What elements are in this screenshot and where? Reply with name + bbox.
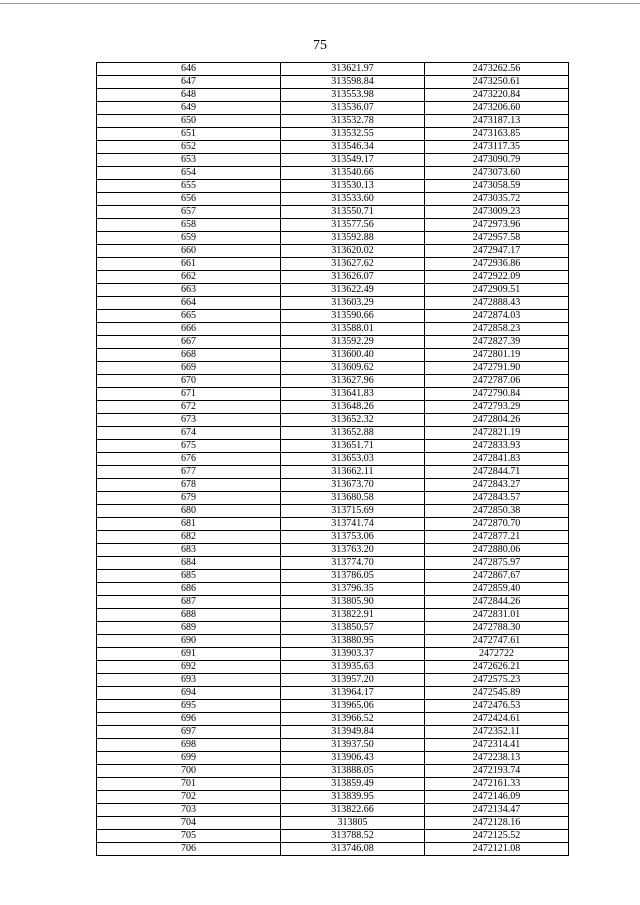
table-row: [97, 245, 569, 258]
point-number-cell: 688: [97, 609, 281, 622]
y-coordinate-cell: 2472793.29: [425, 401, 569, 414]
y-coordinate-cell: 2472936.86: [425, 258, 569, 271]
point-number-cell: 663: [97, 284, 281, 297]
point-number-cell: 683: [97, 544, 281, 557]
table-row: [97, 557, 569, 570]
x-coordinate-cell: 313796.35: [281, 583, 425, 596]
table-row: [97, 544, 569, 557]
point-number-cell: 648: [97, 89, 281, 102]
point-number-cell: 657: [97, 206, 281, 219]
table-row: [97, 63, 569, 76]
point-number-cell: 679: [97, 492, 281, 505]
point-number-cell: 677: [97, 466, 281, 479]
y-coordinate-cell: 2472957.58: [425, 232, 569, 245]
x-coordinate-cell: 313652.88: [281, 427, 425, 440]
point-number-cell: 682: [97, 531, 281, 544]
x-coordinate-cell: 313651.71: [281, 440, 425, 453]
y-coordinate-cell: 2472476.53: [425, 700, 569, 713]
x-coordinate-cell: 313590.66: [281, 310, 425, 323]
point-number-cell: 694: [97, 687, 281, 700]
table-row: [97, 362, 569, 375]
table-row: [97, 440, 569, 453]
table-row: [97, 284, 569, 297]
x-coordinate-cell: 313805: [281, 817, 425, 830]
point-number-cell: 668: [97, 349, 281, 362]
x-coordinate-cell: 313805.90: [281, 596, 425, 609]
y-coordinate-cell: 2472947.17: [425, 245, 569, 258]
point-number-cell: 699: [97, 752, 281, 765]
table-row: [97, 349, 569, 362]
x-coordinate-cell: 313903.37: [281, 648, 425, 661]
table-row: [97, 271, 569, 284]
table-row: [97, 791, 569, 804]
x-coordinate-cell: 313935.63: [281, 661, 425, 674]
table-row: [97, 232, 569, 245]
point-number-cell: 692: [97, 661, 281, 674]
table-row: [97, 89, 569, 102]
y-coordinate-cell: 2472909.51: [425, 284, 569, 297]
table-row: [97, 622, 569, 635]
table-row: [97, 505, 569, 518]
table-row: [97, 336, 569, 349]
point-number-cell: 686: [97, 583, 281, 596]
x-coordinate-cell: 313626.07: [281, 271, 425, 284]
y-coordinate-cell: 2472844.26: [425, 596, 569, 609]
x-coordinate-cell: 313641.83: [281, 388, 425, 401]
x-coordinate-cell: 313622.49: [281, 284, 425, 297]
table-row: [97, 401, 569, 414]
point-number-cell: 680: [97, 505, 281, 518]
table-row: [97, 713, 569, 726]
point-number-cell: 705: [97, 830, 281, 843]
y-coordinate-cell: 2472841.83: [425, 453, 569, 466]
x-coordinate-cell: 313621.97: [281, 63, 425, 76]
x-coordinate-cell: 313530.13: [281, 180, 425, 193]
point-number-cell: 665: [97, 310, 281, 323]
point-number-cell: 684: [97, 557, 281, 570]
x-coordinate-cell: 313532.55: [281, 128, 425, 141]
table-row: [97, 297, 569, 310]
y-coordinate-cell: 2472821.19: [425, 427, 569, 440]
table-row: [97, 427, 569, 440]
y-coordinate-cell: 2473163.85: [425, 128, 569, 141]
y-coordinate-cell: 2472859.40: [425, 583, 569, 596]
point-number-cell: 695: [97, 700, 281, 713]
x-coordinate-cell: 313966.52: [281, 713, 425, 726]
point-number-cell: 675: [97, 440, 281, 453]
x-coordinate-cell: 313652.32: [281, 414, 425, 427]
point-number-cell: 664: [97, 297, 281, 310]
x-coordinate-cell: 313598.84: [281, 76, 425, 89]
point-number-cell: 646: [97, 63, 281, 76]
y-coordinate-cell: 2472880.06: [425, 544, 569, 557]
x-coordinate-cell: 313937.50: [281, 739, 425, 752]
x-coordinate-cell: 313577.56: [281, 219, 425, 232]
y-coordinate-cell: 2472146.09: [425, 791, 569, 804]
x-coordinate-cell: 313588.01: [281, 323, 425, 336]
y-coordinate-cell: 2472575.23: [425, 674, 569, 687]
x-coordinate-cell: 313592.88: [281, 232, 425, 245]
point-number-cell: 656: [97, 193, 281, 206]
table-row: [97, 778, 569, 791]
table-row: [97, 154, 569, 167]
y-coordinate-cell: 2472787.06: [425, 375, 569, 388]
point-number-cell: 693: [97, 674, 281, 687]
page-number: 75: [313, 38, 327, 53]
table-row: [97, 609, 569, 622]
table-row: [97, 258, 569, 271]
point-number-cell: 659: [97, 232, 281, 245]
table-row: [97, 570, 569, 583]
x-coordinate-cell: 313965.06: [281, 700, 425, 713]
x-coordinate-cell: 313880.95: [281, 635, 425, 648]
point-number-cell: 700: [97, 765, 281, 778]
x-coordinate-cell: 313648.26: [281, 401, 425, 414]
y-coordinate-cell: 2472833.93: [425, 440, 569, 453]
table-row: [97, 310, 569, 323]
y-coordinate-cell: 2473009.23: [425, 206, 569, 219]
y-coordinate-cell: 2472125.52: [425, 830, 569, 843]
table-row: [97, 596, 569, 609]
x-coordinate-cell: 313906.43: [281, 752, 425, 765]
x-coordinate-cell: 313609.62: [281, 362, 425, 375]
point-number-cell: 702: [97, 791, 281, 804]
y-coordinate-cell: 2472801.19: [425, 349, 569, 362]
table-row: [97, 765, 569, 778]
table-row: [97, 518, 569, 531]
x-coordinate-cell: 313774.70: [281, 557, 425, 570]
y-coordinate-cell: 2473117.35: [425, 141, 569, 154]
y-coordinate-cell: 2472874.03: [425, 310, 569, 323]
point-number-cell: 654: [97, 167, 281, 180]
coordinates-table-body: [97, 63, 569, 856]
y-coordinate-cell: 2472831.01: [425, 609, 569, 622]
table-row: [97, 193, 569, 206]
point-number-cell: 649: [97, 102, 281, 115]
x-coordinate-cell: 313680.58: [281, 492, 425, 505]
point-number-cell: 651: [97, 128, 281, 141]
x-coordinate-cell: 313741.74: [281, 518, 425, 531]
point-number-cell: 662: [97, 271, 281, 284]
table-row: [97, 830, 569, 843]
table-row: [97, 700, 569, 713]
coordinates-table: [96, 62, 569, 856]
x-coordinate-cell: 313715.69: [281, 505, 425, 518]
x-coordinate-cell: 313788.52: [281, 830, 425, 843]
y-coordinate-cell: 2472238.13: [425, 752, 569, 765]
y-coordinate-cell: 2473220.84: [425, 89, 569, 102]
y-coordinate-cell: 2473250.61: [425, 76, 569, 89]
y-coordinate-cell: 2472844.71: [425, 466, 569, 479]
y-coordinate-cell: 2472790.84: [425, 388, 569, 401]
table-row: [97, 76, 569, 89]
y-coordinate-cell: 2472804.26: [425, 414, 569, 427]
y-coordinate-cell: 2472352.11: [425, 726, 569, 739]
x-coordinate-cell: 313550.71: [281, 206, 425, 219]
table-row: [97, 726, 569, 739]
point-number-cell: 687: [97, 596, 281, 609]
x-coordinate-cell: 313746.08: [281, 843, 425, 856]
y-coordinate-cell: 2472128.16: [425, 817, 569, 830]
y-coordinate-cell: 2472161.33: [425, 778, 569, 791]
point-number-cell: 698: [97, 739, 281, 752]
point-number-cell: 703: [97, 804, 281, 817]
point-number-cell: 661: [97, 258, 281, 271]
point-number-cell: 670: [97, 375, 281, 388]
point-number-cell: 667: [97, 336, 281, 349]
table-row: [97, 206, 569, 219]
x-coordinate-cell: 313673.70: [281, 479, 425, 492]
x-coordinate-cell: 313620.02: [281, 245, 425, 258]
point-number-cell: 650: [97, 115, 281, 128]
table-row: [97, 414, 569, 427]
y-coordinate-cell: 2472134.47: [425, 804, 569, 817]
y-coordinate-cell: 2473073.60: [425, 167, 569, 180]
x-coordinate-cell: 313949.84: [281, 726, 425, 739]
y-coordinate-cell: 2472870.70: [425, 518, 569, 531]
point-number-cell: 701: [97, 778, 281, 791]
x-coordinate-cell: 313839.95: [281, 791, 425, 804]
x-coordinate-cell: 313753.06: [281, 531, 425, 544]
table-row: [97, 219, 569, 232]
y-coordinate-cell: 2472973.96: [425, 219, 569, 232]
x-coordinate-cell: 313546.34: [281, 141, 425, 154]
point-number-cell: 669: [97, 362, 281, 375]
x-coordinate-cell: 313536.07: [281, 102, 425, 115]
point-number-cell: 689: [97, 622, 281, 635]
table-row: [97, 843, 569, 856]
y-coordinate-cell: 2472747.61: [425, 635, 569, 648]
point-number-cell: 691: [97, 648, 281, 661]
x-coordinate-cell: 313627.62: [281, 258, 425, 271]
y-coordinate-cell: 2472791.90: [425, 362, 569, 375]
table-row: [97, 752, 569, 765]
x-coordinate-cell: 313662.11: [281, 466, 425, 479]
point-number-cell: 666: [97, 323, 281, 336]
table-row: [97, 661, 569, 674]
y-coordinate-cell: 2472888.43: [425, 297, 569, 310]
table-row: [97, 375, 569, 388]
point-number-cell: 676: [97, 453, 281, 466]
table-row: [97, 635, 569, 648]
y-coordinate-cell: 2472922.09: [425, 271, 569, 284]
x-coordinate-cell: 313549.17: [281, 154, 425, 167]
y-coordinate-cell: 2472875.97: [425, 557, 569, 570]
table-row: [97, 180, 569, 193]
x-coordinate-cell: 313888.05: [281, 765, 425, 778]
y-coordinate-cell: 2472850.38: [425, 505, 569, 518]
y-coordinate-cell: 2472843.57: [425, 492, 569, 505]
point-number-cell: 671: [97, 388, 281, 401]
point-number-cell: 696: [97, 713, 281, 726]
y-coordinate-cell: 2472545.89: [425, 687, 569, 700]
x-coordinate-cell: 313850.57: [281, 622, 425, 635]
table-row: [97, 739, 569, 752]
point-number-cell: 660: [97, 245, 281, 258]
y-coordinate-cell: 2473187.13: [425, 115, 569, 128]
x-coordinate-cell: 313822.91: [281, 609, 425, 622]
table-row: [97, 102, 569, 115]
y-coordinate-cell: 2472877.21: [425, 531, 569, 544]
point-number-cell: 647: [97, 76, 281, 89]
x-coordinate-cell: 313533.60: [281, 193, 425, 206]
table-row: [97, 323, 569, 336]
point-number-cell: 655: [97, 180, 281, 193]
y-coordinate-cell: 2473206.60: [425, 102, 569, 115]
x-coordinate-cell: 313532.78: [281, 115, 425, 128]
x-coordinate-cell: 313763.20: [281, 544, 425, 557]
table-row: [97, 141, 569, 154]
table-row: [97, 804, 569, 817]
y-coordinate-cell: 2472193.74: [425, 765, 569, 778]
x-coordinate-cell: 313957.20: [281, 674, 425, 687]
y-coordinate-cell: 2472314.41: [425, 739, 569, 752]
point-number-cell: 704: [97, 817, 281, 830]
point-number-cell: 652: [97, 141, 281, 154]
y-coordinate-cell: 2472626.21: [425, 661, 569, 674]
x-coordinate-cell: 313600.40: [281, 349, 425, 362]
x-coordinate-cell: 313822.66: [281, 804, 425, 817]
x-coordinate-cell: 313540.66: [281, 167, 425, 180]
point-number-cell: 672: [97, 401, 281, 414]
point-number-cell: 658: [97, 219, 281, 232]
y-coordinate-cell: 2472867.67: [425, 570, 569, 583]
table-row: [97, 817, 569, 830]
y-coordinate-cell: 2472121.08: [425, 843, 569, 856]
y-coordinate-cell: 2472722: [425, 648, 569, 661]
x-coordinate-cell: 313627.96: [281, 375, 425, 388]
x-coordinate-cell: 313964.17: [281, 687, 425, 700]
y-coordinate-cell: 2472788.30: [425, 622, 569, 635]
table-row: [97, 479, 569, 492]
table-row: [97, 687, 569, 700]
table-row: [97, 128, 569, 141]
table-row: [97, 492, 569, 505]
x-coordinate-cell: 313603.29: [281, 297, 425, 310]
table-row: [97, 388, 569, 401]
table-row: [97, 648, 569, 661]
point-number-cell: 674: [97, 427, 281, 440]
table-row: [97, 531, 569, 544]
point-number-cell: 673: [97, 414, 281, 427]
y-coordinate-cell: 2473035.72: [425, 193, 569, 206]
y-coordinate-cell: 2472858.23: [425, 323, 569, 336]
y-coordinate-cell: 2473058.59: [425, 180, 569, 193]
y-coordinate-cell: 2473090.79: [425, 154, 569, 167]
y-coordinate-cell: 2472843.27: [425, 479, 569, 492]
x-coordinate-cell: 313859.49: [281, 778, 425, 791]
table-row: [97, 466, 569, 479]
y-coordinate-cell: 2472424.61: [425, 713, 569, 726]
point-number-cell: 706: [97, 843, 281, 856]
point-number-cell: 678: [97, 479, 281, 492]
point-number-cell: 653: [97, 154, 281, 167]
x-coordinate-cell: 313592.29: [281, 336, 425, 349]
point-number-cell: 685: [97, 570, 281, 583]
top-rule: [0, 3, 640, 4]
point-number-cell: 681: [97, 518, 281, 531]
point-number-cell: 697: [97, 726, 281, 739]
table-row: [97, 583, 569, 596]
x-coordinate-cell: 313786.05: [281, 570, 425, 583]
y-coordinate-cell: 2472827.39: [425, 336, 569, 349]
y-coordinate-cell: 2473262.56: [425, 63, 569, 76]
point-number-cell: 690: [97, 635, 281, 648]
x-coordinate-cell: 313553.98: [281, 89, 425, 102]
table-row: [97, 674, 569, 687]
table-row: [97, 167, 569, 180]
table-row: [97, 453, 569, 466]
x-coordinate-cell: 313653.03: [281, 453, 425, 466]
table-row: [97, 115, 569, 128]
